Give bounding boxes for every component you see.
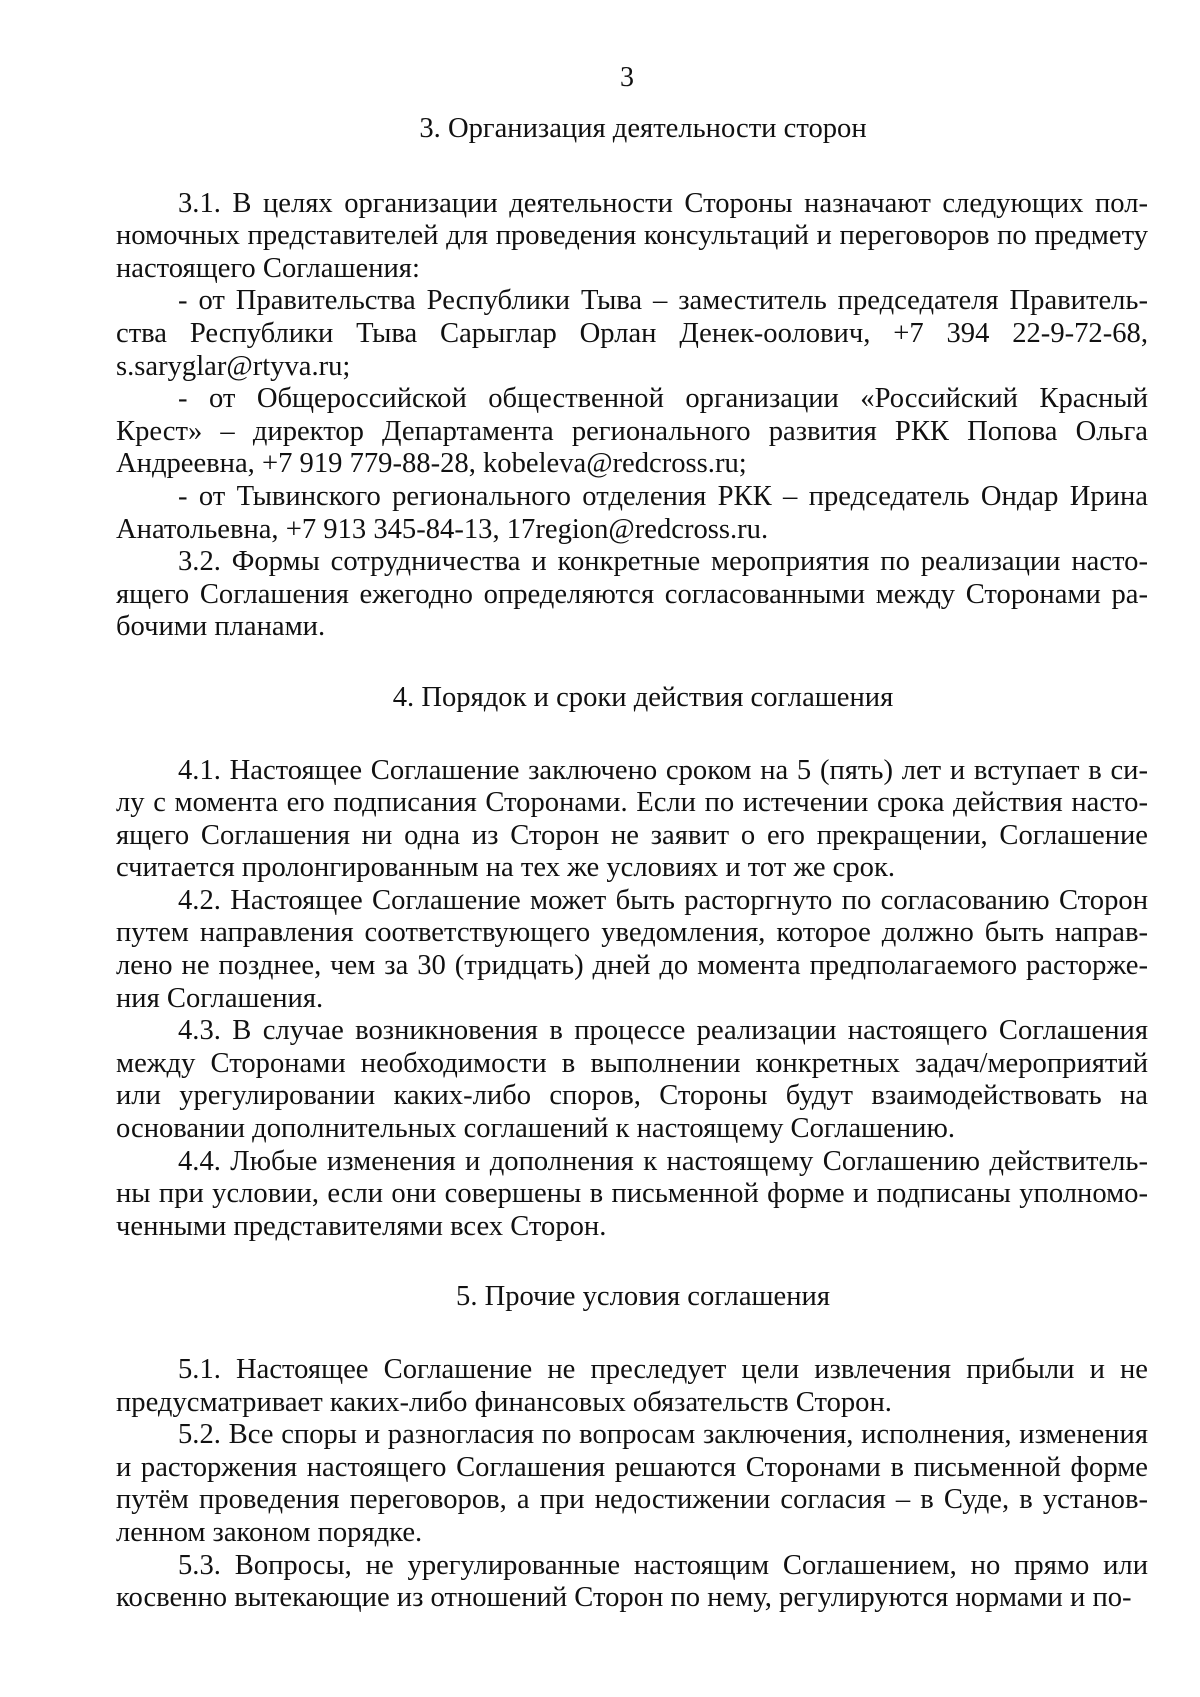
representative-government: - от Правительства Республики Тыва – заместитель председателя Правительства Республики Тыва Сарыглар Орлан Денек-оолович, +7 394 22-9-72-68, s.saryglar@rtyva.ru; [116,285,1148,382]
section-5-title: 5. Прочие условия соглашения [456,1281,830,1313]
clause-3-1: 3.1. В целях организации деятельности Стороны назначают следующих полномочных представителей для проведения консультаций и переговоров по предмету настоящего Соглашения: [116,187,1148,284]
representative-tyva-branch: - от Тывинского регионального отделения РКК – председатель Ондар Ирина Анатольевна, +7 913 345-84-13, 17region@redcross.ru. [116,480,1148,545]
document-body [116,113,1148,1615]
representative-red-cross: - от Общероссийской общественной организации «Российский Красный Крест» – директор Департамента регионального развития РКК Попова Ольга Андреевна, +7 919 779-88-28, kobeleva@redcross.ru; [116,383,1148,480]
clause-3-2: 3.2. Формы сотрудничества и конкретные мероприятия по реализации настоящего Соглашения ежегодно определяются согласованными между Сторонами рабочими планами. [116,546,1148,643]
clause-4-2: 4.2. Настоящее Соглашение может быть расторгнуто по согласованию Сторон путем направления соответствующего уведомления, которое должно быть направлено не позднее, чем за 30 (тридцать) дней до момента предполагаемого расторжения Соглашения. [116,884,1148,1014]
section-3-title: 3. Организация деятельности сторон [419,113,867,144]
clause-4-1: 4.1. Настоящее Соглашение заключено сроком на 5 (пять) лет и вступает в силу с момента его подписания Сторонами. Если по истечении срока действия настоящего Соглашения ни одна из Сторон не заявит о его прекращении, Соглашение считается пролонгированным на тех же условиях и тот же срок. [116,754,1148,884]
clause-5-1: 5.1. Настоящее Соглашение не преследует цели извлечения прибыли и не предусматривает каких-либо финансовых обязательств Сторон. [116,1354,1148,1418]
clause-4-4: 4.4. Любые изменения и дополнения к настоящему Соглашению действительны при условии, если они совершены в письменной форме и подписаны уполномоченными представителями всех Сторон. [116,1145,1148,1242]
clause-5-2: 5.2. Все споры и разногласия по вопросам заключения, исполнения, изменения и расторжения настоящего Соглашения решаются Сторонами в письменной форме путём проведения переговоров, а при недостижении согласия – в Суде, в установленном законом порядке. [116,1419,1148,1548]
section-4-title: 4. Порядок и сроки действия соглашения [392,681,894,713]
clause-5-3: 5.3. Вопросы, не урегулированные настоящим Соглашением, но прямо или косвенно вытекающие из отношений Сторон по нему, регулируются нормами и по- [116,1549,1148,1614]
page-number: 3 [620,62,634,93]
clause-4-3: 4.3. В случае возникновения в процессе реализации настоящего Соглашения между Сторонами необходимости в выполнении конкретных задач/мероприятий или урегулировании каких-либо споров, Стороны будут взаимодействовать на основании дополнительных соглашений к настоящему Соглашению. [116,1015,1148,1145]
